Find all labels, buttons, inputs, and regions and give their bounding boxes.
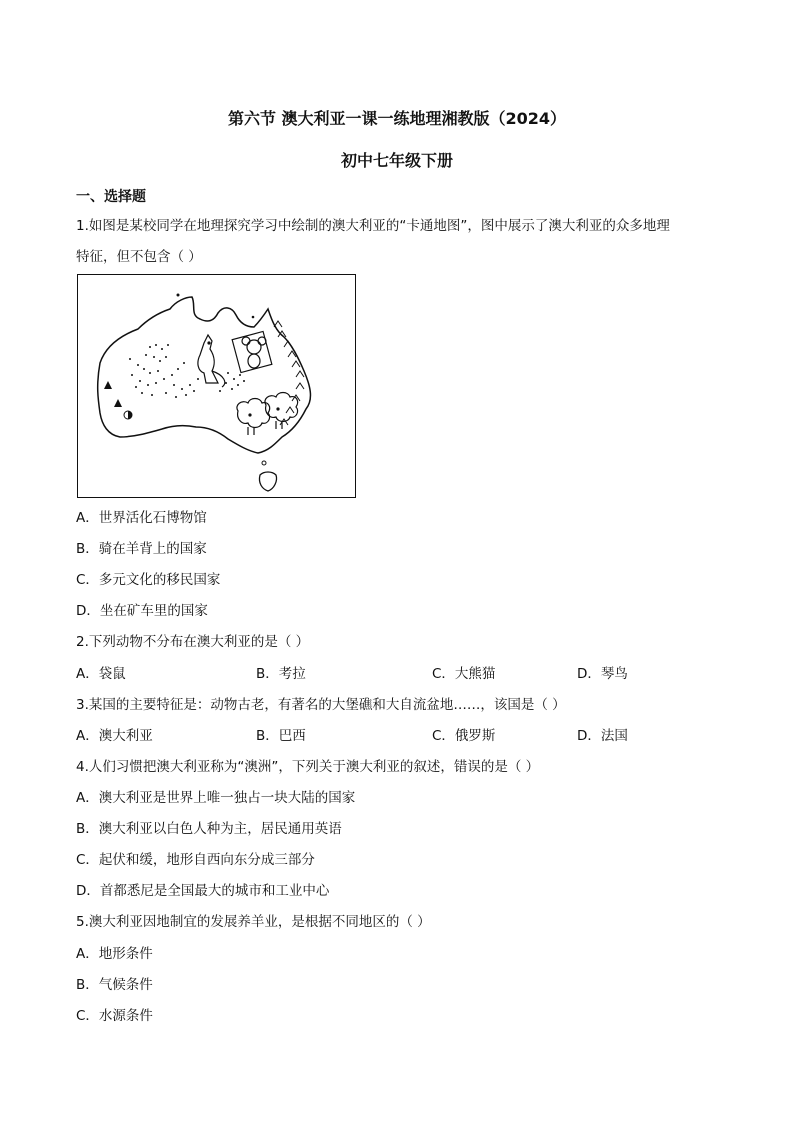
- question-5-option-a: A．地形条件: [76, 946, 153, 962]
- question-1-option-a: A．世界活化石博物馆: [76, 510, 207, 526]
- question-3-option-a: A．澳大利亚: [76, 728, 153, 744]
- question-4-option-a: A．澳大利亚是世界上唯一独占一块大陆的国家: [76, 790, 356, 806]
- document-subtitle: 初中七年级下册: [340, 151, 453, 170]
- question-2-stem: 2.下列动物不分布在澳大利亚的是（ ）: [76, 634, 310, 650]
- question-3-option-c: C．俄罗斯: [432, 728, 496, 744]
- question-4-stem: 4.人们习惯把澳大利亚称为“澳洲”，下列关于澳大利亚的叙述，错误的是（ ）: [76, 759, 540, 775]
- question-5-option-b: B．气候条件: [76, 977, 153, 993]
- question-2-option-c: C．大熊猫: [432, 666, 496, 682]
- kangaroo-figure: [198, 335, 225, 387]
- question-1-option-b: B．骑在羊背上的国家: [76, 541, 207, 557]
- question-2-option-a: A．袋鼠: [76, 666, 126, 682]
- koala-figure: [232, 331, 272, 372]
- question-1-option-d: D．坐在矿车里的国家: [76, 603, 208, 619]
- section-heading: 一、选择题: [76, 189, 146, 205]
- question-1-stem-continued: 特征，但不包含（ ）: [76, 249, 202, 265]
- question-2-option-d: D．琴鸟: [577, 666, 628, 682]
- tasmania-outline: [259, 472, 276, 491]
- australia-cartoon-map: [77, 274, 356, 498]
- question-4-option-b: B．澳大利亚以白色人种为主，居民通用英语: [76, 821, 342, 837]
- question-5-stem: 5.澳大利亚因地制宜的发展养羊业，是根据不同地区的（ ）: [76, 914, 431, 930]
- australia-map-illustration: [78, 275, 354, 496]
- question-4-option-d: D．首都悉尼是全国最大的城市和工业中心: [76, 883, 330, 899]
- question-3-option-d: D．法国: [577, 728, 628, 744]
- desert-dots: [129, 344, 245, 398]
- mineral-symbols: [104, 381, 132, 419]
- question-3-stem: 3.某国的主要特征是：动物古老，有著名的大堡礁和大自流盆地……，该国是（ ）: [76, 697, 566, 713]
- question-5-option-c: C．水源条件: [76, 1008, 153, 1024]
- question-1-stem: 1.如图是某校同学在地理探究学习中绘制的澳大利亚的“卡通地图”，图中展示了澳大利亚的众多地理: [76, 218, 670, 234]
- sheep-figures: [237, 393, 298, 436]
- question-1-option-c: C．多元文化的移民国家: [76, 572, 221, 588]
- question-3-option-b: B．巴西: [256, 728, 306, 744]
- question-2-option-b: B．考拉: [256, 666, 306, 682]
- document-title: 第六节 澳大利亚一课一练地理湘教版（2024）: [227, 109, 567, 128]
- question-4-option-c: C．起伏和缓，地形自西向东分成三部分: [76, 852, 315, 868]
